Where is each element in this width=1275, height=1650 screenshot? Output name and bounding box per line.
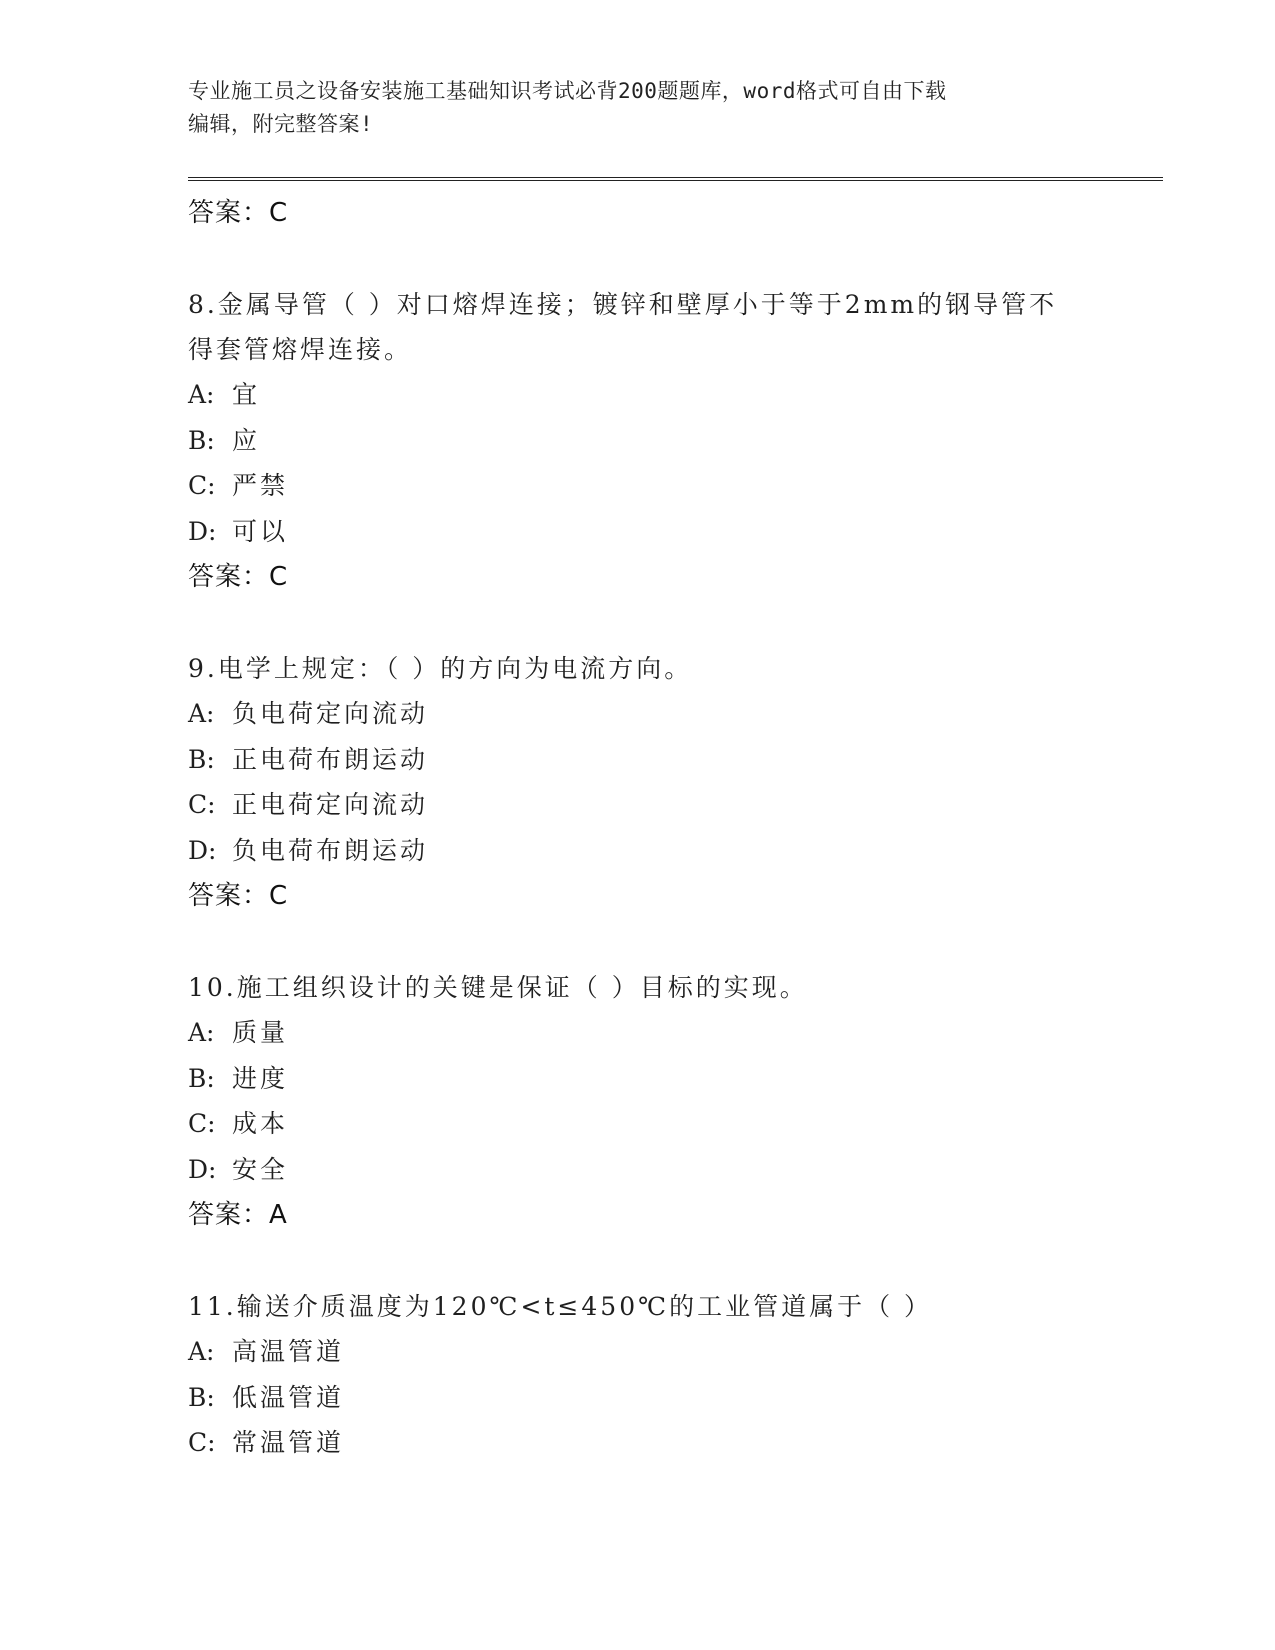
option-d bbox=[188, 828, 1148, 874]
option-a bbox=[188, 1329, 1148, 1375]
option-letter: C: bbox=[188, 790, 216, 819]
option-letter: B: bbox=[188, 1063, 215, 1093]
question-10 bbox=[188, 965, 1148, 1238]
spacer bbox=[188, 919, 1148, 965]
question-list bbox=[188, 190, 1148, 1466]
option-text: 宜 bbox=[232, 380, 261, 409]
option-letter: C: bbox=[188, 1428, 216, 1457]
document-header bbox=[188, 75, 1088, 141]
option-text: 高温管道 bbox=[232, 1337, 345, 1366]
option-text: 进度 bbox=[232, 1063, 289, 1093]
option-text: 严禁 bbox=[232, 471, 289, 500]
header-divider bbox=[188, 177, 1163, 181]
answer-line: 答案：A bbox=[188, 1200, 288, 1230]
option-c bbox=[188, 1420, 1148, 1466]
option-c bbox=[188, 463, 1148, 509]
option-letter: A: bbox=[188, 380, 215, 409]
option-a bbox=[188, 1010, 1148, 1056]
option-letter: A: bbox=[188, 699, 215, 728]
option-letter: A: bbox=[188, 1337, 215, 1366]
option-text: 安全 bbox=[232, 1154, 289, 1184]
option-letter: D: bbox=[188, 1154, 217, 1184]
spacer bbox=[188, 1238, 1148, 1284]
question-8 bbox=[188, 282, 1148, 600]
option-d bbox=[188, 1147, 1148, 1193]
answer-line: 答案：C bbox=[188, 198, 289, 228]
option-letter: B: bbox=[188, 425, 215, 455]
header-line-2: 编辑，附完整答案! bbox=[188, 112, 374, 136]
option-text: 质量 bbox=[232, 1018, 289, 1047]
option-b bbox=[188, 737, 1148, 783]
question-stem: 8.金属导管（ ）对口熔焊连接；镀锌和壁厚小于等于2mm的钢导管不 bbox=[188, 290, 1058, 319]
option-b bbox=[188, 1375, 1148, 1421]
option-d bbox=[188, 509, 1148, 555]
option-text: 负电荷布朗运动 bbox=[232, 835, 429, 865]
option-c bbox=[188, 1101, 1148, 1147]
question-11 bbox=[188, 1284, 1148, 1466]
spacer bbox=[188, 600, 1148, 646]
question-stem: 10.施工组织设计的关键是保证（ ）目标的实现。 bbox=[188, 973, 808, 1002]
option-text: 常温管道 bbox=[232, 1428, 345, 1457]
spacer bbox=[188, 236, 1148, 282]
header-line-1: 专业施工员之设备安装施工基础知识考试必背200题题库，word格式可自由下载 bbox=[188, 79, 947, 103]
option-letter: B: bbox=[188, 744, 215, 774]
option-letter: A: bbox=[188, 1018, 215, 1047]
option-letter: D: bbox=[188, 835, 217, 865]
option-b bbox=[188, 1056, 1148, 1102]
option-text: 负电荷定向流动 bbox=[232, 699, 429, 728]
option-text: 正电荷定向流动 bbox=[232, 790, 429, 819]
option-text: 应 bbox=[232, 425, 261, 455]
answer-line: 答案：C bbox=[188, 562, 289, 592]
answer-line: 答案：C bbox=[188, 881, 289, 911]
option-text: 可以 bbox=[232, 516, 289, 546]
option-letter: C: bbox=[188, 1109, 216, 1138]
option-text: 正电荷布朗运动 bbox=[232, 744, 429, 774]
option-text: 成本 bbox=[232, 1109, 289, 1138]
option-a bbox=[188, 691, 1148, 737]
option-a bbox=[188, 372, 1148, 418]
option-c bbox=[188, 782, 1148, 828]
question-stem: 11.输送介质温度为120℃<t≤450℃的工业管道属于（ ） bbox=[188, 1292, 933, 1321]
option-letter: C: bbox=[188, 471, 216, 500]
question-stem-continued: 得套管熔焊连接。 bbox=[188, 335, 413, 364]
question-stem: 9.电学上规定：（ ）的方向为电流方向。 bbox=[188, 654, 693, 683]
question-9 bbox=[188, 646, 1148, 919]
option-letter: D: bbox=[188, 516, 217, 546]
option-letter: B: bbox=[188, 1382, 215, 1412]
option-b bbox=[188, 418, 1148, 464]
option-text: 低温管道 bbox=[232, 1382, 345, 1412]
